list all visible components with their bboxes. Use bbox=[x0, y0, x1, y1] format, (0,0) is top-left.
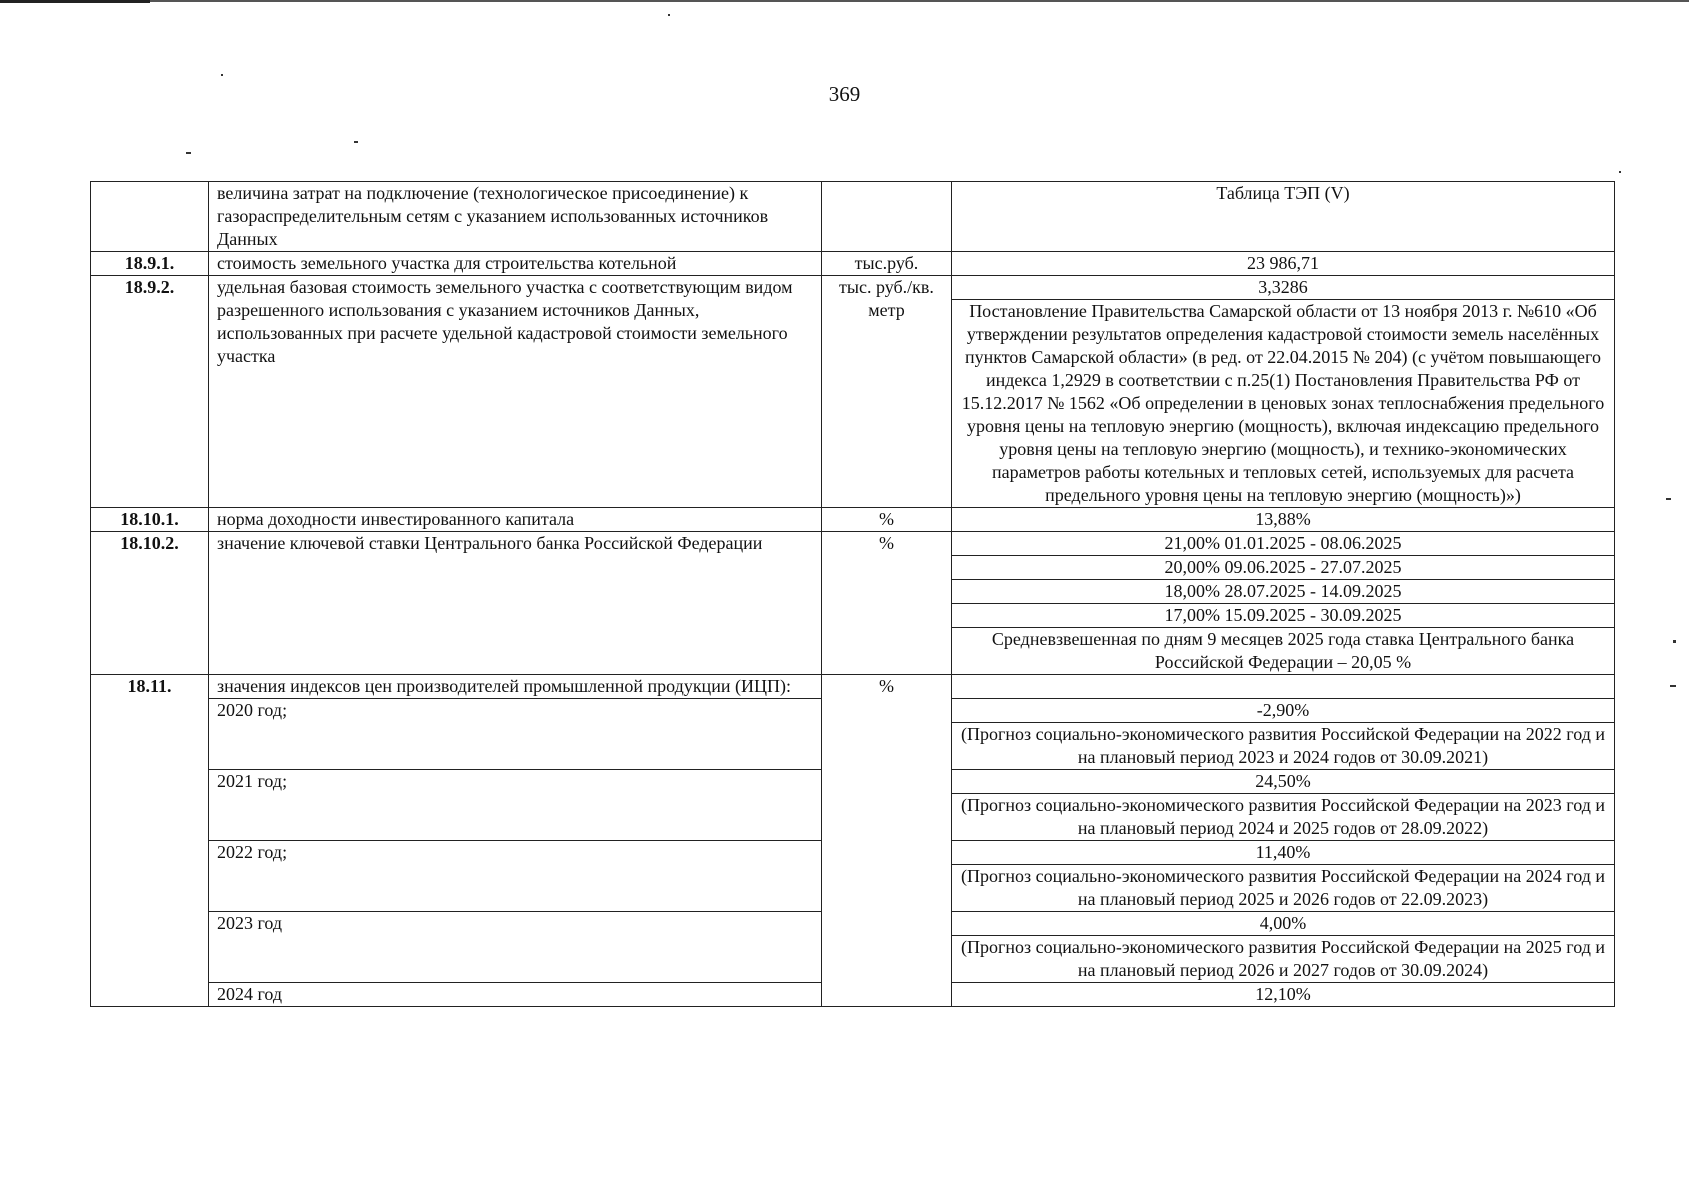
row-number bbox=[91, 182, 209, 252]
unit-cell: тыс.руб. bbox=[822, 252, 952, 276]
unit-cell: % bbox=[822, 675, 952, 1007]
scan-speck bbox=[1666, 498, 1671, 500]
parameter-cell: значения индексов цен производителей промышленной продукции (ИЦП): bbox=[209, 675, 822, 699]
value-cell: 13,88% bbox=[952, 508, 1615, 532]
scan-speck bbox=[354, 141, 358, 143]
parameter-cell: стоимость земельного участка для строительства котельной bbox=[209, 252, 822, 276]
table-row bbox=[91, 182, 1615, 252]
table-row bbox=[91, 532, 1615, 556]
parameter-cell: норма доходности инвестированного капитала bbox=[209, 508, 822, 532]
parameter-cell: удельная базовая стоимость земельного участка с соответствующим видом разрешенного использования с указанием источников Данных, использованных при расчете удельной кадастровой стоимости земельного участка bbox=[209, 276, 822, 508]
unit-cell bbox=[822, 182, 952, 252]
unit-cell: % bbox=[822, 508, 952, 532]
table-row bbox=[91, 675, 1615, 699]
year-label-cell: 2020 год; bbox=[209, 699, 822, 770]
rate-period-cell: 20,00% 09.06.2025 - 27.07.2025 bbox=[952, 556, 1615, 580]
forecast-source-cell: (Прогноз социально-экономического развития Российской Федерации на 2024 год и на плановый период 2025 и 2026 годов от 22.09.2023) bbox=[952, 865, 1615, 912]
weighted-rate-cell: Средневзвешенная по дням 9 месяцев 2025 года ставка Центрального банка Российской Федерации – 20,05 % bbox=[952, 628, 1615, 675]
scan-speck bbox=[1673, 640, 1676, 643]
rate-period-cell: 18,00% 28.07.2025 - 14.09.2025 bbox=[952, 580, 1615, 604]
year-label-cell: 2024 год bbox=[209, 983, 822, 1007]
source-cell: Постановление Правительства Самарской области от 13 ноября 2013 г. №610 «Об утверждении результатов определения кадастровой стоимости земель населённых пунктов Самарской области» (в ред. от 22.04.2015 № 204) (с учётом повышающего индекса 1,2929 в соответствии с п.25(1) Постановления Правительства РФ от 15.12.2017 № 1562 «Об определении в ценовых зонах теплоснабжения предельного уровня цены на тепловую энергию (мощность), включая индексацию предельного уровня цены на тепловую энергию (мощность), и технико-экономических параметров работы котельных и тепловых сетей, используемых для расчета предельного уровня цены на тепловую энергию (мощность)») bbox=[952, 300, 1615, 508]
scan-speck bbox=[668, 14, 670, 16]
scan-speck bbox=[1619, 171, 1621, 173]
parameter-cell: значение ключевой ставки Центрального банка Российской Федерации bbox=[209, 532, 822, 675]
unit-cell: % bbox=[822, 532, 952, 675]
row-number: 18.11. bbox=[91, 675, 209, 1007]
row-number: 18.9.2. bbox=[91, 276, 209, 508]
scan-speck bbox=[1670, 685, 1676, 687]
value-cell: 23 986,71 bbox=[952, 252, 1615, 276]
value-cell: Таблица ТЭП (V) bbox=[952, 182, 1615, 252]
index-value-cell: 11,40% bbox=[952, 841, 1615, 865]
value-cell: 3,3286 bbox=[952, 276, 1615, 300]
table-row bbox=[91, 508, 1615, 532]
scan-speck bbox=[186, 152, 191, 154]
table-row bbox=[91, 252, 1615, 276]
index-value-cell: 12,10% bbox=[952, 983, 1615, 1007]
row-number: 18.9.1. bbox=[91, 252, 209, 276]
scan-speck bbox=[221, 74, 223, 76]
unit-cell: тыс. руб./кв. метр bbox=[822, 276, 952, 508]
index-value-cell: -2,90% bbox=[952, 699, 1615, 723]
scan-edge-line bbox=[0, 0, 1689, 2]
year-label-cell: 2022 год; bbox=[209, 841, 822, 912]
scan-edge-mark bbox=[0, 0, 150, 3]
row-number: 18.10.2. bbox=[91, 532, 209, 675]
rate-period-cell: 21,00% 01.01.2025 - 08.06.2025 bbox=[952, 532, 1615, 556]
index-value-cell: 4,00% bbox=[952, 912, 1615, 936]
parameter-cell: величина затрат на подключение (технологическое присоединение) к газораспределительным сетям с указанием использованных источников Данных bbox=[209, 182, 822, 252]
forecast-source-cell: (Прогноз социально-экономического развития Российской Федерации на 2023 год и на плановый период 2024 и 2025 годов от 28.09.2022) bbox=[952, 794, 1615, 841]
year-label-cell: 2021 год; bbox=[209, 770, 822, 841]
technical-parameters-table bbox=[90, 181, 1615, 1007]
rate-period-cell: 17,00% 15.09.2025 - 30.09.2025 bbox=[952, 604, 1615, 628]
page-number: 369 bbox=[828, 82, 861, 106]
forecast-source-cell: (Прогноз социально-экономического развития Российской Федерации на 2025 год и на плановый период 2026 и 2027 годов от 30.09.2024) bbox=[952, 936, 1615, 983]
index-value-cell: 24,50% bbox=[952, 770, 1615, 794]
forecast-source-cell: (Прогноз социально-экономического развития Российской Федерации на 2022 год и на плановый период 2023 и 2024 годов от 30.09.2021) bbox=[952, 723, 1615, 770]
value-cell bbox=[952, 675, 1615, 699]
year-label-cell: 2023 год bbox=[209, 912, 822, 983]
row-number: 18.10.1. bbox=[91, 508, 209, 532]
table-row bbox=[91, 276, 1615, 300]
